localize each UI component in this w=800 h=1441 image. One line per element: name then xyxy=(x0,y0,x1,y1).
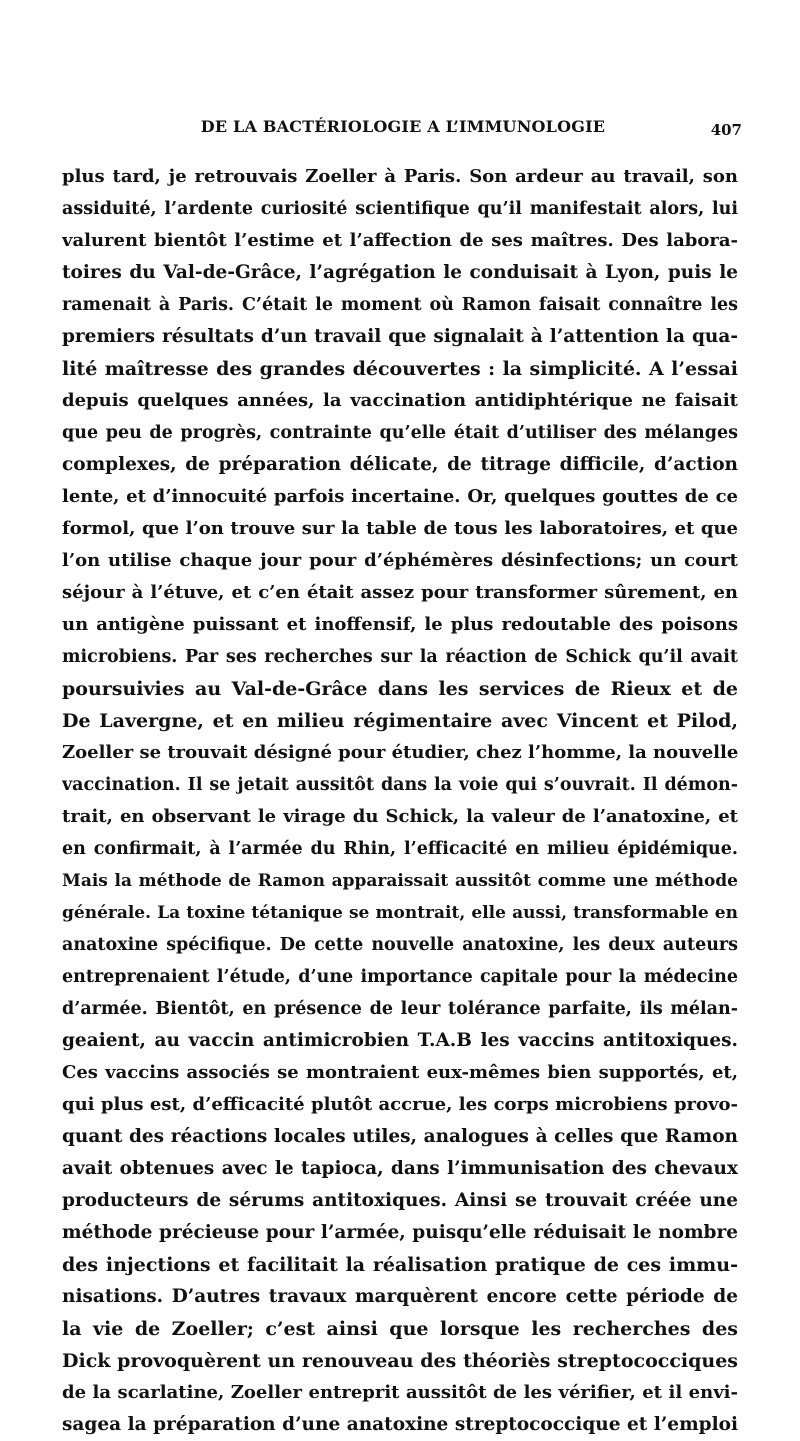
text-line: premiers résultats d’un travail que signalait à l’attention la qua- xyxy=(62,326,738,347)
text-line: entreprenaient l’étude, d’une importance capitale pour la médecine xyxy=(62,967,738,987)
text-line: d’armée. Bientôt, en présence de leur tolérance parfaite, ils mélan- xyxy=(62,999,738,1019)
text-line: complexes, de préparation délicate, de titrage difficile, d’action xyxy=(62,454,738,475)
text-line: ramenait à Paris. C’était le moment où Ramon faisait connaître les xyxy=(62,295,738,315)
text-line: Mais la méthode de Ramon apparaissait aussitôt comme une méthode xyxy=(62,871,738,891)
text-line: lente, et d’innocuité parfois incertaine. Or, quelques gouttes de ce xyxy=(62,486,738,507)
text-line: des injections et facilitait la réalisation pratique de ces immu- xyxy=(62,1254,738,1276)
running-head xyxy=(64,117,742,145)
text-line: la vie de Zoeller; c’est ainsi que lorsque les recherches des xyxy=(62,1318,738,1340)
text-line: un antigène puissant et inoffensif, le plus redoutable des poisons xyxy=(62,614,738,635)
text-line: de la scarlatine, Zoeller entreprit aussitôt de les vérifier, et il envi- xyxy=(62,1382,738,1403)
text-line: Ces vaccins associés se montraient eux-mêmes bien supportés, et, xyxy=(62,1062,738,1083)
text-line: formol, que l’on trouve sur la table de tous les laboratoires, et que xyxy=(62,518,738,539)
text-line: anatoxine spécifique. De cette nouvelle anatoxine, les deux auteurs xyxy=(62,935,738,955)
text-line: lité maîtresse des grandes découvertes : la simplicité. A l’essai xyxy=(62,358,738,380)
text-line: générale. La toxine tétanique se montrait, elle aussi, transformable en xyxy=(62,903,738,923)
text-line: nisations. D’autres travaux marquèrent encore cette période de xyxy=(62,1286,738,1307)
text-line: Dick provoquèrent un renouveau des théoriès streptococciques xyxy=(62,1350,738,1372)
text-line: assiduité, l’ardente curiosité scientifique qu’il manifestait alors, lui xyxy=(62,199,738,219)
text-line: geaient, au vaccin antimicrobien T.A.B les vaccins antitoxiques. xyxy=(62,1030,738,1051)
text-line: producteurs de sérums antitoxiques. Ainsi se trouvait créée une xyxy=(62,1190,738,1211)
text-line: De Lavergne, et en milieu régimentaire avec Vincent et Pilod, xyxy=(62,710,738,732)
text-line: vaccination. Il se jetait aussitôt dans la voie qui s’ouvrait. Il démon- xyxy=(62,775,738,795)
running-title: DE LA BACTÉRIOLOGIE A L’IMMUNOLOGIE xyxy=(200,117,606,136)
text-line: trait, en observant le virage du Schick, la valeur de l’anatoxine, et xyxy=(62,806,738,827)
text-line: en confirmait, à l’armée du Rhin, l’efficacité en milieu épidémique. xyxy=(62,839,738,859)
text-line: que peu de progrès, contrainte qu’elle était d’utiliser des mélanges xyxy=(62,423,738,443)
text-line: qui plus est, d’efficacité plutôt accrue, les corps microbiens provo- xyxy=(62,1094,738,1115)
text-line: valurent bientôt l’estime et l’affection de ses maîtres. Des labora- xyxy=(62,230,738,251)
text-line: depuis quelques années, la vaccination antidiphtérique ne faisait xyxy=(62,390,738,411)
text-line: sagea la préparation d’une anatoxine streptococcique et l’emploi xyxy=(62,1414,738,1435)
text-line: poursuivies au Val-de-Grâce dans les services de Rieux et de xyxy=(62,678,738,700)
text-line: séjour à l’étuve, et c’en était assez pour transformer sûrement, en xyxy=(62,582,738,603)
body-text xyxy=(62,161,738,1441)
text-line: plus tard, je retrouvais Zoeller à Paris. Son ardeur au travail, son xyxy=(62,166,738,187)
text-line: toires du Val-de-Grâce, l’agrégation le conduisait à Lyon, puis le xyxy=(62,262,738,283)
text-line: quant des réactions locales utiles, analogues à celles que Ramon xyxy=(62,1126,738,1147)
text-line: avait obtenues avec le tapioca, dans l’immunisation des chevaux xyxy=(62,1158,738,1179)
text-line: Zoeller se trouvait désigné pour étudier, chez l’homme, la nouvelle xyxy=(62,742,738,763)
text-line: méthode précieuse pour l’armée, puisqu’elle réduisait le nombre xyxy=(62,1222,738,1243)
page-number: 407 xyxy=(710,121,742,139)
text-line: l’on utilise chaque jour pour d’éphémères désinfections; un court xyxy=(62,550,738,571)
text-line: microbiens. Par ses recherches sur la réaction de Schick qu’il avait xyxy=(62,647,738,667)
